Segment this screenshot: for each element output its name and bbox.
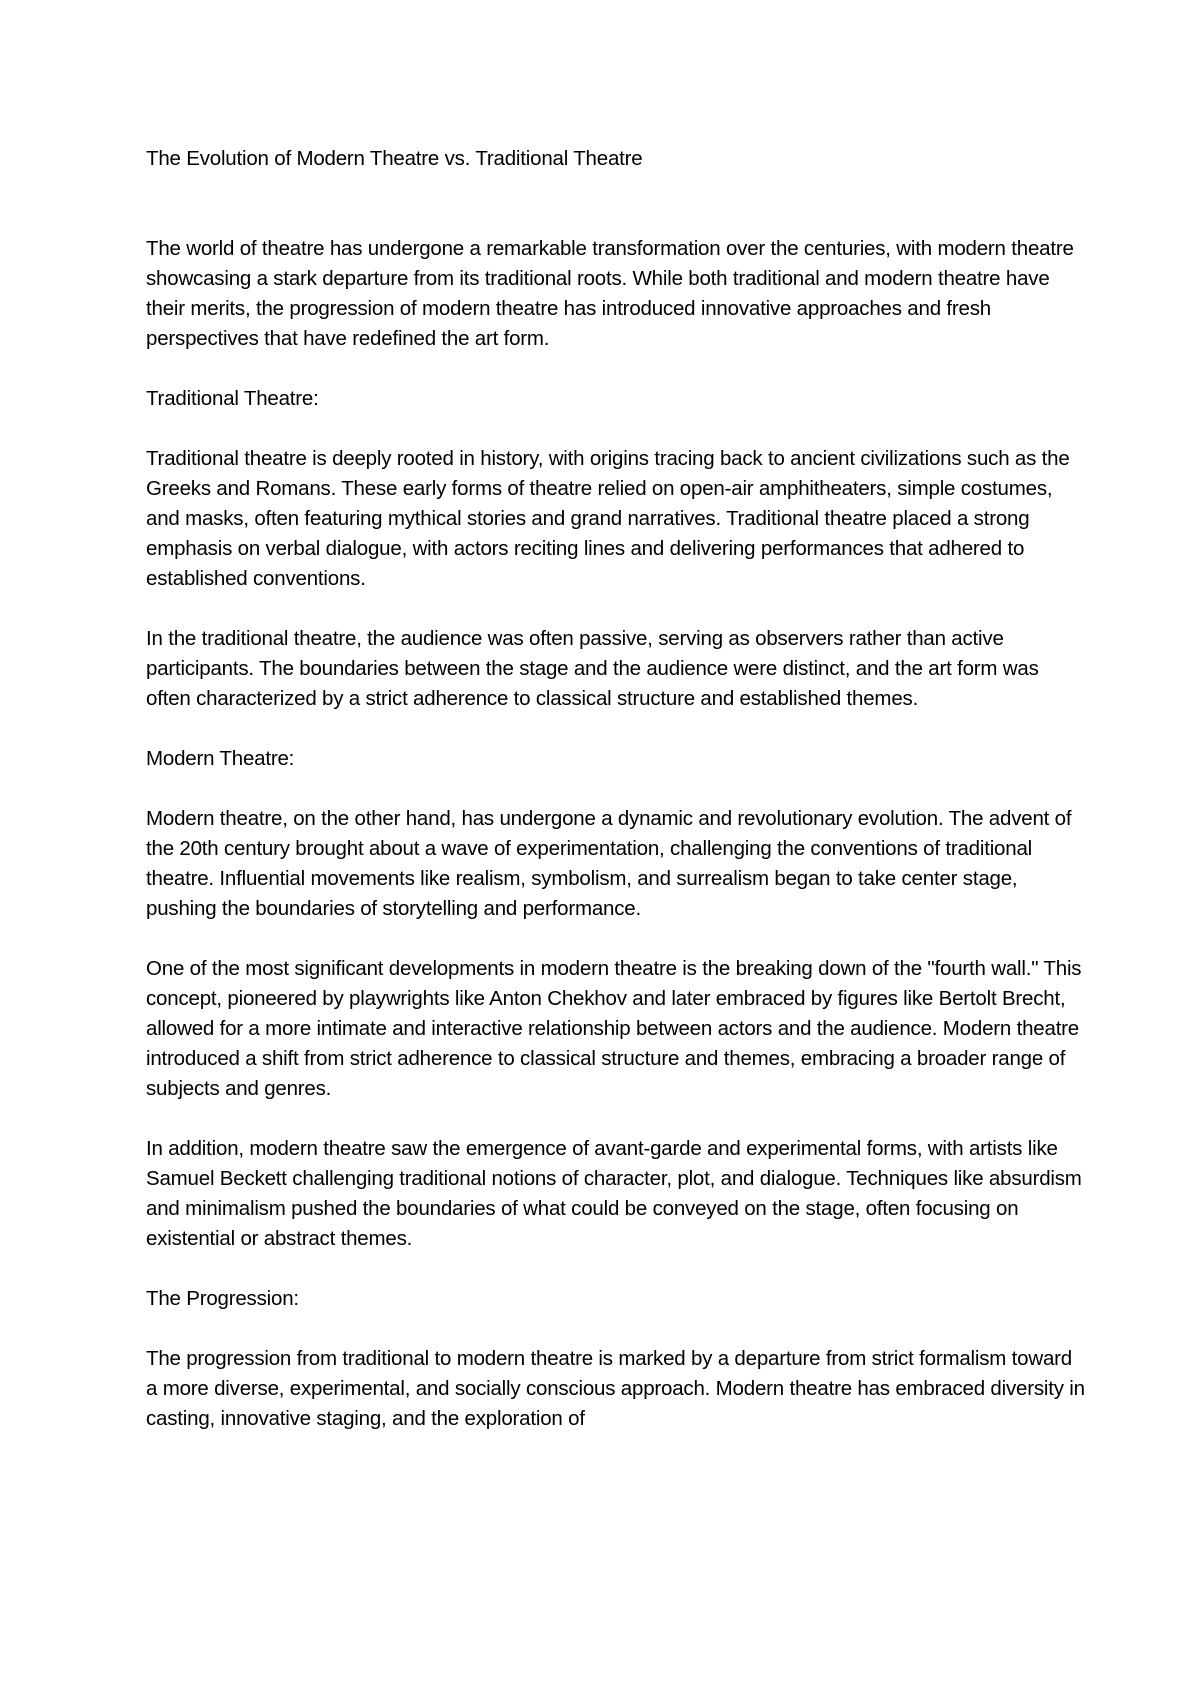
intro-paragraph: The world of theatre has undergone a remarkable transformation over the centuries, with modern theatre showcasing a stark departure from its traditional roots. While both traditional and modern theatre have their merits, the progression of modern theatre has introduced innovative approaches and fresh perspectives that have redefined the art form.: [146, 237, 1074, 350]
paragraph: Modern theatre, on the other hand, has undergone a dynamic and revolutionary evolution. The advent of the 20th century brought about a wave of experimentation, challenging the conventions of traditional theatre. Influential movements like realism, symbolism, and surrealism began to take center stage, pushing the boundaries of storytelling and performance.: [146, 807, 1072, 920]
document-title: The Evolution of Modern Theatre vs. Traditional Theatre: [146, 147, 643, 170]
section-heading-traditional: Traditional Theatre:: [146, 387, 319, 410]
paragraph: The progression from traditional to modern theatre is marked by a departure from strict formalism toward a more diverse, experimental, and socially conscious approach. Modern theatre has embraced diversity in casting, innovative staging, and the exploration of: [146, 1347, 1085, 1430]
paragraph: In addition, modern theatre saw the emergence of avant-garde and experimental forms, with artists like Samuel Beckett challenging traditional notions of character, plot, and dialogue. Techniques like absurdism and minimalism pushed the boundaries of what could be conveyed on the stage, often focusing on existential or abstract themes.: [146, 1137, 1082, 1250]
section-heading-modern: Modern Theatre:: [146, 747, 295, 770]
section-heading-progression: The Progression:: [146, 1287, 299, 1310]
paragraph: Traditional theatre is deeply rooted in history, with origins tracing back to ancient civilizations such as the Greeks and Romans. These early forms of theatre relied on open-air amphitheaters, simple costumes, and masks, often featuring mythical stories and grand narratives. Traditional theatre placed a strong emphasis on verbal dialogue, with actors reciting lines and delivering performances that adhered to established conventions.: [146, 447, 1070, 590]
paragraph: In the traditional theatre, the audience was often passive, serving as observers rather than active participants. The boundaries between the stage and the audience were distinct, and the art form was often characterized by a strict adherence to classical structure and established themes.: [146, 627, 1039, 710]
paragraph: One of the most significant developments in modern theatre is the breaking down of the "fourth wall." This concept, pioneered by playwrights like Anton Chekhov and later embraced by figures like Bertolt Brecht, allowed for a more intimate and interactive relationship between actors and the audience. Modern theatre introduced a shift from strict adherence to classical structure and themes, embracing a broader range of subjects and genres.: [146, 957, 1082, 1100]
document-body: [146, 144, 1086, 1464]
